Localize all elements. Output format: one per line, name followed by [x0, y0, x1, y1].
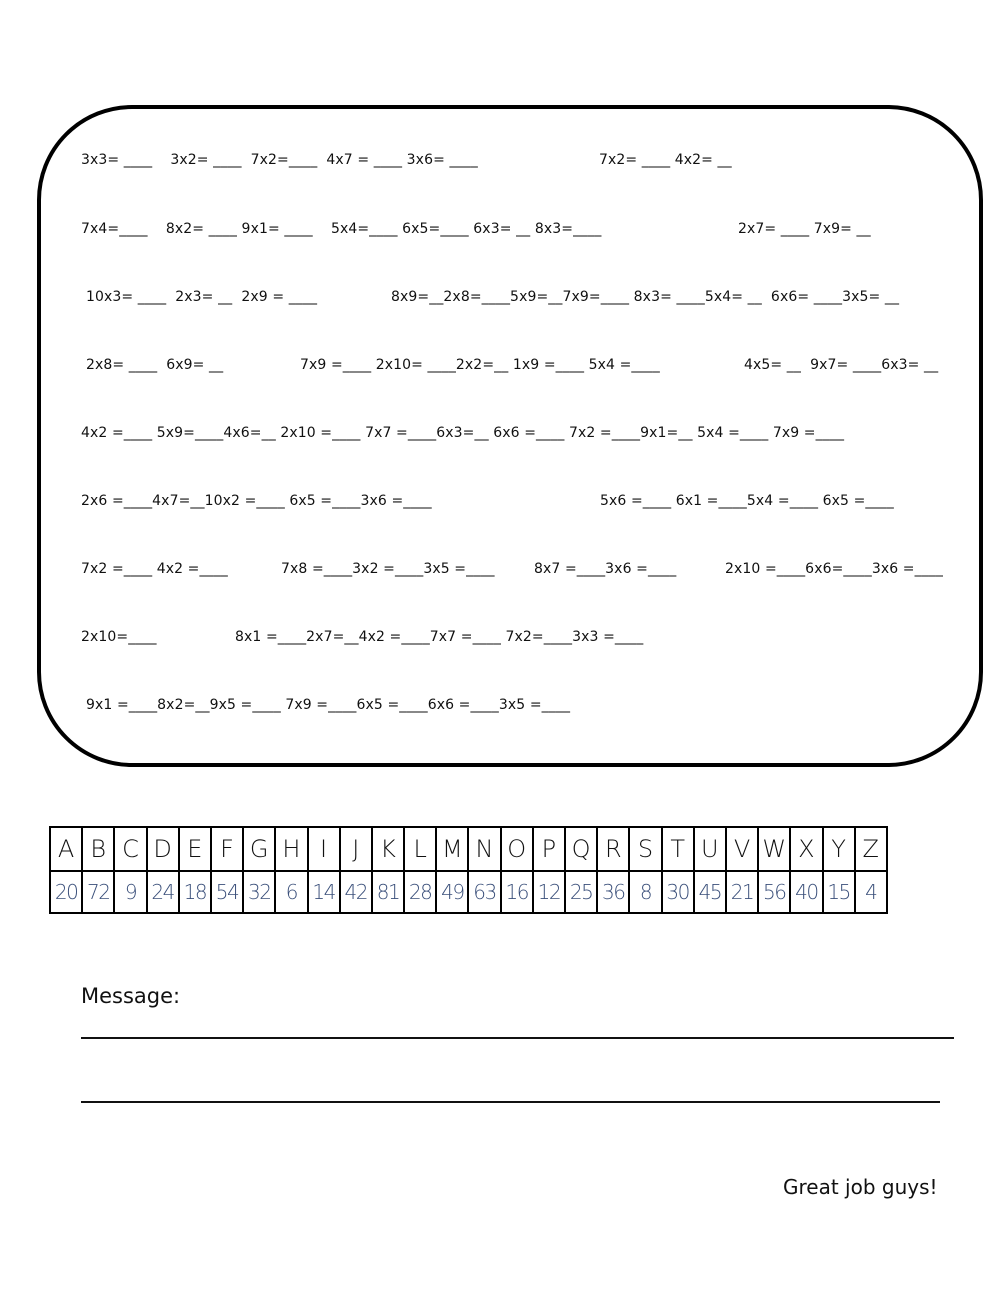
- number-cell: 9: [114, 871, 146, 913]
- answer-line-1[interactable]: [81, 1037, 954, 1039]
- letter-cell: S: [629, 827, 661, 871]
- problem-group: 10x3= ____ 2x3= __ 2x9 = ____: [86, 289, 318, 305]
- numbers-row: [50, 871, 887, 913]
- letter-cell: V: [726, 827, 758, 871]
- letter-cell: R: [597, 827, 629, 871]
- letter-cell: I: [308, 827, 340, 871]
- number-cell: 63: [468, 871, 500, 913]
- problem-group: 7x2 =____ 4x2 =____: [81, 561, 228, 577]
- problem-row-5: [81, 425, 845, 457]
- letter-cell: M: [436, 827, 468, 871]
- number-cell: 18: [179, 871, 211, 913]
- problem-row-8: [81, 629, 644, 677]
- letter-cell: X: [790, 827, 822, 871]
- letter-cell: G: [243, 827, 275, 871]
- number-cell: 15: [823, 871, 855, 913]
- letter-cell: F: [211, 827, 243, 871]
- number-cell: 28: [404, 871, 436, 913]
- letter-cell: P: [533, 827, 565, 871]
- answer-line-2[interactable]: [81, 1101, 940, 1103]
- problem-row-2: [81, 221, 871, 269]
- problem-group: 7x2= ____ 4x2= __: [599, 152, 732, 168]
- problem-group: 8x1 =____2x7=__4x2 =____7x7 =____ 7x2=____3x3 =____: [235, 629, 644, 645]
- letter-cell: O: [501, 827, 533, 871]
- problem-row-3: [86, 289, 900, 337]
- number-cell: 72: [82, 871, 114, 913]
- letter-cell: Y: [823, 827, 855, 871]
- number-cell: 12: [533, 871, 565, 913]
- letter-cell: A: [50, 827, 82, 871]
- number-cell: 45: [694, 871, 726, 913]
- number-cell: 6: [275, 871, 307, 913]
- letter-cell: U: [694, 827, 726, 871]
- number-cell: 32: [243, 871, 275, 913]
- problem-group: 7x4=____ 8x2= ____ 9x1= ____ 5x4=____ 6x5=____ 6x3= __ 8x3=____: [81, 221, 602, 237]
- letter-code-table: [49, 826, 888, 914]
- problem-row-4: [86, 357, 939, 421]
- number-cell: 40: [790, 871, 822, 913]
- number-cell: 49: [436, 871, 468, 913]
- letter-cell: H: [275, 827, 307, 871]
- number-cell: 14: [308, 871, 340, 913]
- letter-cell: T: [662, 827, 694, 871]
- problem-group: 8x7 =____3x6 =____: [534, 561, 677, 577]
- problem-group: 5x6 =____ 6x1 =____5x4 =____ 6x5 =____: [600, 493, 894, 509]
- problem-group: 4x5= __ 9x7= ____6x3= __: [744, 357, 939, 373]
- letter-cell: D: [147, 827, 179, 871]
- problem-group: 2x6 =____4x7=__10x2 =____ 6x5 =____3x6 =____: [81, 493, 432, 509]
- number-cell: 56: [758, 871, 790, 913]
- problem-group: 2x10=____: [81, 629, 157, 645]
- number-cell: 25: [565, 871, 597, 913]
- number-cell: 21: [726, 871, 758, 913]
- problem-group: 2x10 =____6x6=____3x6 =____: [725, 561, 943, 577]
- letters-row: [50, 827, 887, 871]
- problem-row-6: [81, 493, 894, 541]
- letter-cell: Z: [855, 827, 887, 871]
- letter-cell: N: [468, 827, 500, 871]
- number-cell: 4: [855, 871, 887, 913]
- number-cell: 30: [662, 871, 694, 913]
- problem-group: 2x8= ____ 6x9= __: [86, 357, 224, 373]
- problem-group: 2x7= ____ 7x9= __: [738, 221, 871, 237]
- letter-cell: J: [340, 827, 372, 871]
- problem-group: 8x9=__2x8=____5x9=__7x9=____ 8x3= ____5x4= __ 6x6= ____3x5= __: [391, 289, 900, 305]
- problem-group: 9x1 =____8x2=__9x5 =____ 7x9 =____6x5 =____6x6 =____3x5 =____: [86, 697, 571, 713]
- number-cell: 16: [501, 871, 533, 913]
- number-cell: 20: [50, 871, 82, 913]
- number-cell: 8: [629, 871, 661, 913]
- number-cell: 54: [211, 871, 243, 913]
- problem-row-9: [86, 697, 571, 729]
- number-cell: 81: [372, 871, 404, 913]
- problem-group: 7x9 =____ 2x10= ____2x2=__ 1x9 =____ 5x4 =____: [300, 357, 660, 373]
- letter-cell: E: [179, 827, 211, 871]
- letter-cell: L: [404, 827, 436, 871]
- letter-cell: W: [758, 827, 790, 871]
- letter-cell: C: [114, 827, 146, 871]
- number-cell: 24: [147, 871, 179, 913]
- letter-cell: B: [82, 827, 114, 871]
- problem-row-1: [81, 152, 732, 200]
- footer-note: Great job guys!: [783, 1175, 938, 1199]
- problem-group: 7x8 =____3x2 =____3x5 =____: [281, 561, 495, 577]
- number-cell: 42: [340, 871, 372, 913]
- letter-cell: Q: [565, 827, 597, 871]
- letter-cell: K: [372, 827, 404, 871]
- problem-group: 3x3= ____ 3x2= ____ 7x2=____ 4x7 = ____ 3x6= ____: [81, 152, 478, 168]
- number-cell: 36: [597, 871, 629, 913]
- message-label: Message:: [81, 984, 181, 1008]
- problem-group: 4x2 =____ 5x9=____4x6=__ 2x10 =____ 7x7 =____6x3=__ 6x6 =____ 7x2 =____9x1=__ 5x4 =____ 7x9 =____: [81, 425, 845, 441]
